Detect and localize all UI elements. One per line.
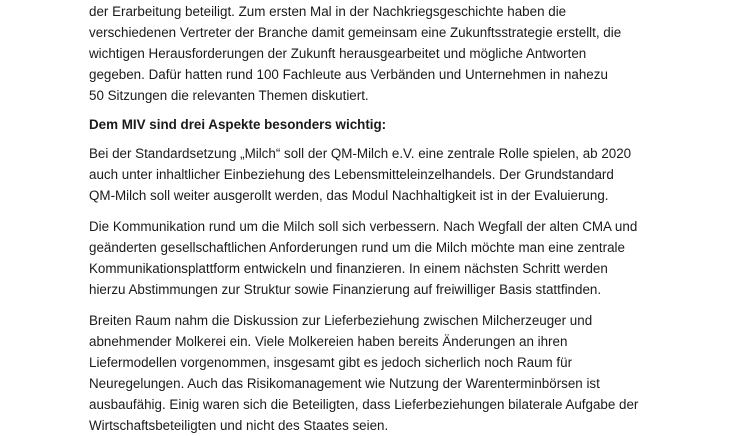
text-line: auch unter inhaltlicher Einbeziehung des Lebensmitteleinzelhandels. Der Grundstandard — [89, 167, 614, 182]
paragraph-standard — [89, 143, 689, 206]
intro-paragraph — [89, 1, 689, 106]
text-line: der Erarbeitung beteiligt. Zum ersten Mal in der Nachkriegsgeschichte haben die — [89, 4, 567, 19]
text-line: verschiedenen Vertreter der Branche damit gemeinsam eine Zukunftsstrategie erstellt, die — [89, 25, 622, 40]
text-line: Liefermodellen vorgenommen, insgesamt gibt es jedoch sicherlich noch Raum für — [89, 355, 573, 370]
text-line: Bei der Standardsetzung „Milch“ soll der QM-Milch e.V. eine zentrale Rolle spielen, ab 2020 — [89, 146, 632, 161]
text-line: Neuregelungen. Auch das Risikomanagement wie Nutzung der Warenterminbörsen ist — [89, 376, 600, 391]
text-line: Breiten Raum nahm die Diskussion zur Lieferbeziehung zwischen Milcherzeuger und — [89, 313, 593, 328]
text-line: Die Kommunikation rund um die Milch soll sich verbessern. Nach Wegfall der alten CMA und — [89, 219, 638, 234]
section-heading: Dem MIV sind drei Aspekte besonders wichtig: — [89, 117, 387, 132]
text-line: Wirtschaftsbeteiligten und nicht des Staates seien. — [89, 418, 389, 433]
text-line: wichtigen Herausforderungen der Zukunft herausgearbeitet und mögliche Antworten — [89, 46, 587, 61]
text-line: abnehmender Molkerei ein. Viele Molkereien haben bereits Änderungen an ihren — [89, 334, 568, 349]
paragraph-communication — [89, 216, 689, 300]
text-line: geänderten gesellschaftlichen Anforderungen rund um die Milch möchte man eine zentrale — [89, 240, 625, 255]
document-page — [89, 1, 689, 436]
text-line: Kommunikationsplattform entwickeln und finanzieren. In einem nächsten Schritt werden — [89, 261, 608, 276]
text-line: gegeben. Dafür hatten rund 100 Fachleute aus Verbänden und Unternehmen in nahezu — [89, 67, 608, 82]
text-line: 50 Sitzungen die relevanten Themen diskutiert. — [89, 88, 369, 103]
text-line: QM-Milch soll weiter ausgerollt werden, das Modul Nachhaltigkeit ist in der Evaluierung. — [89, 188, 609, 203]
text-line: ausbaufähig. Einig waren sich die Beteiligten, dass Lieferbeziehungen bilaterale Aufgabe der — [89, 397, 639, 412]
text-line: hierzu Abstimmungen zur Struktur sowie Finanzierung auf freiwilliger Basis stattfinden. — [89, 282, 602, 297]
paragraph-delivery — [89, 310, 689, 436]
